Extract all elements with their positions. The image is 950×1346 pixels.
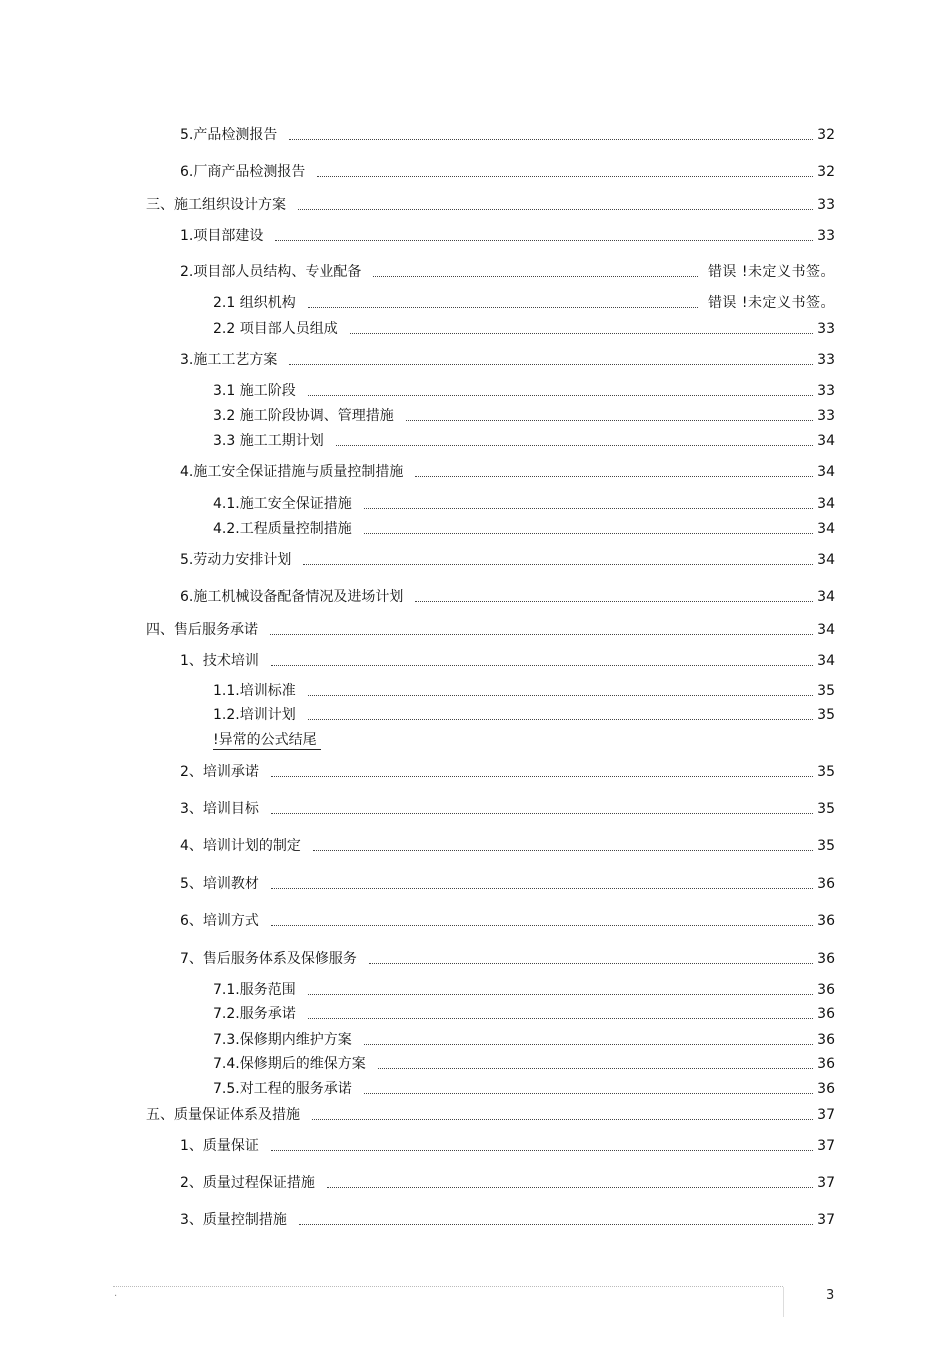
- toc-leader-dots: [308, 994, 813, 995]
- toc-leader-dots: [289, 139, 813, 140]
- toc-line-4-7-4[interactable]: [213, 1053, 835, 1073]
- toc-page-number: 34: [817, 622, 835, 638]
- toc-line-3-3-2[interactable]: [213, 405, 835, 425]
- toc-leader-dots: [271, 665, 813, 666]
- toc-page-number: 34: [817, 589, 835, 605]
- toc-label: 6.施工机械设备配备情况及进场计划: [180, 589, 404, 605]
- footer-divider: [783, 1287, 784, 1317]
- toc-line-5-3[interactable]: [180, 1209, 835, 1229]
- toc-line-3-3-1[interactable]: [213, 380, 835, 400]
- toc-label: 1.2.培训计划: [213, 707, 296, 723]
- toc-label: 4.施工安全保证措施与质量控制措施: [180, 464, 404, 480]
- toc-label: 2、质量过程保证措施: [180, 1175, 315, 1191]
- toc-page-number: 37: [817, 1138, 835, 1154]
- toc-leader-dots: [364, 1093, 813, 1094]
- toc-leader-dots: [271, 888, 813, 889]
- toc-leader-dots: [350, 333, 813, 334]
- toc-leader-dots: [289, 364, 813, 365]
- toc-leader-dots: [271, 776, 813, 777]
- toc-page-number: 34: [817, 464, 835, 480]
- toc-line-3-4-2[interactable]: [213, 518, 835, 538]
- toc-line-4-1-2[interactable]: [213, 704, 835, 724]
- formula-error-text: !异常的公式结尾: [213, 731, 321, 750]
- toc-line-4-6[interactable]: [180, 910, 835, 930]
- toc-label: 1、技术培训: [180, 653, 259, 669]
- toc-leader-dots: [364, 508, 813, 509]
- toc-page-number: 35: [817, 707, 835, 723]
- footer-rule: [113, 1286, 783, 1287]
- toc-label: 3.3 施工工期计划: [213, 433, 324, 449]
- toc-page-number: 36: [817, 876, 835, 892]
- toc-label: 4.2.工程质量控制措施: [213, 521, 352, 537]
- toc-page-number: 33: [817, 352, 835, 368]
- toc-leader-dots: [308, 695, 813, 696]
- toc-label: 三、施工组织设计方案: [146, 197, 286, 213]
- toc-line-3-2[interactable]: [180, 261, 835, 281]
- toc-line-4-7[interactable]: [180, 948, 835, 968]
- toc-line-4-4[interactable]: [180, 835, 835, 855]
- toc-line-section-4[interactable]: [146, 619, 835, 639]
- toc-label: 7、售后服务体系及保修服务: [180, 951, 357, 967]
- toc-page-number: 36: [817, 982, 835, 998]
- toc-leader-dots: [312, 1119, 813, 1120]
- toc-page-number: 37: [817, 1175, 835, 1191]
- toc-leader-dots: [336, 445, 813, 446]
- toc-line-section-5[interactable]: [146, 1104, 835, 1124]
- toc-page-number: 37: [817, 1212, 835, 1228]
- toc-leader-dots: [308, 395, 813, 396]
- toc-label: 2.1 组织机构: [213, 295, 296, 311]
- toc-label: 3、质量控制措施: [180, 1212, 287, 1228]
- toc-line-4-7-2[interactable]: [213, 1003, 835, 1023]
- toc-page-number: 35: [817, 838, 835, 854]
- toc-page-number: 35: [817, 801, 835, 817]
- toc-label: 四、售后服务承诺: [146, 622, 258, 638]
- toc-label: 5、培训教材: [180, 876, 259, 892]
- toc-page-error: 错误 !未定义书签。: [707, 295, 835, 311]
- toc-label: 2、培训承诺: [180, 764, 259, 780]
- toc-page-number: 33: [817, 228, 835, 244]
- toc-leader-dots: [313, 850, 813, 851]
- toc-label: 4.1.施工安全保证措施: [213, 496, 352, 512]
- toc-label: 3.施工工艺方案: [180, 352, 278, 368]
- toc-label: 3、培训目标: [180, 801, 259, 817]
- toc-leader-dots: [308, 719, 813, 720]
- toc-leader-dots: [378, 1068, 813, 1069]
- toc-page-error: 错误 !未定义书签。: [707, 264, 835, 280]
- footer-mark: ·: [114, 1291, 118, 1302]
- toc-page-number: 32: [817, 164, 835, 180]
- toc-line-6-vendor-report[interactable]: [180, 161, 835, 181]
- toc-line-3-4[interactable]: [180, 461, 835, 481]
- toc-page-number: 34: [817, 496, 835, 512]
- toc-leader-dots: [271, 1150, 813, 1151]
- toc-line-5-1[interactable]: [180, 1135, 835, 1155]
- toc-label: 5.产品检测报告: [180, 127, 278, 143]
- toc-label: 7.1.服务范围: [213, 982, 296, 998]
- toc-label: 3.2 施工阶段协调、管理措施: [213, 408, 394, 424]
- toc-page-number: 33: [817, 321, 835, 337]
- toc-line-4-2[interactable]: [180, 761, 835, 781]
- toc-leader-dots: [270, 634, 813, 635]
- toc-leader-dots: [317, 176, 813, 177]
- toc-page-number: 33: [817, 408, 835, 424]
- toc-leader-dots: [415, 601, 813, 602]
- toc-line-5-2[interactable]: [180, 1172, 835, 1192]
- toc-label: 6.厂商产品检测报告: [180, 164, 306, 180]
- toc-line-5-product-report[interactable]: [180, 124, 835, 144]
- toc-line-4-3[interactable]: [180, 798, 835, 818]
- toc-label: 7.4.保修期后的维保方案: [213, 1056, 366, 1072]
- toc-label: 1、质量保证: [180, 1138, 259, 1154]
- toc-page-number: 34: [817, 433, 835, 449]
- toc-line-3-2-2[interactable]: [213, 318, 835, 338]
- toc-line-3-4-1[interactable]: [213, 493, 835, 513]
- toc-page-number: 35: [817, 683, 835, 699]
- toc-line-3-2-1[interactable]: [213, 292, 835, 312]
- toc-page-number: 36: [817, 1006, 835, 1022]
- toc-line-4-1[interactable]: [180, 650, 835, 670]
- toc-leader-dots: [415, 476, 813, 477]
- toc-leader-dots: [308, 1018, 813, 1019]
- toc-page-number: 36: [817, 1081, 835, 1097]
- toc-leader-dots: [299, 1224, 813, 1225]
- toc-leader-dots: [275, 240, 813, 241]
- toc-line-4-7-5[interactable]: [213, 1078, 835, 1098]
- toc-page-number: 36: [817, 1056, 835, 1072]
- toc-leader-dots: [364, 1044, 813, 1045]
- toc-page-number: 34: [817, 521, 835, 537]
- toc-line-4-1-1[interactable]: [213, 680, 835, 700]
- toc-label: 五、质量保证体系及措施: [146, 1107, 300, 1123]
- toc-label: 2.项目部人员结构、专业配备: [180, 264, 362, 280]
- toc-leader-dots: [271, 925, 813, 926]
- toc-leader-dots: [373, 276, 698, 277]
- toc-page-number: 37: [817, 1107, 835, 1123]
- toc-page-number: 36: [817, 1032, 835, 1048]
- toc-page-number: 33: [817, 383, 835, 399]
- toc-line-3-5[interactable]: [180, 549, 835, 569]
- toc-page-number: 36: [817, 951, 835, 967]
- toc-line-4-7-3[interactable]: [213, 1029, 835, 1049]
- toc-line-4-7-1[interactable]: [213, 979, 835, 999]
- toc-label: 6、培训方式: [180, 913, 259, 929]
- toc-page-number: 34: [817, 552, 835, 568]
- toc-label: 2.2 项目部人员组成: [213, 321, 338, 337]
- toc-leader-dots: [406, 420, 813, 421]
- toc-page-number: 36: [817, 913, 835, 929]
- toc-leader-dots: [298, 209, 813, 210]
- toc-page-number: 35: [817, 764, 835, 780]
- toc-label: 7.2.服务承诺: [213, 1006, 296, 1022]
- toc-page-number: 34: [817, 653, 835, 669]
- toc-line-3-6[interactable]: [180, 586, 835, 606]
- toc-leader-dots: [308, 307, 698, 308]
- toc-label: 7.5.对工程的服务承诺: [213, 1081, 352, 1097]
- toc-leader-dots: [369, 963, 813, 964]
- toc-page-number: 32: [817, 127, 835, 143]
- toc-leader-dots: [327, 1187, 813, 1188]
- toc-line-4-5[interactable]: [180, 873, 835, 893]
- toc-label: 1.项目部建设: [180, 228, 264, 244]
- toc-label: 5.劳动力安排计划: [180, 552, 292, 568]
- toc-leader-dots: [271, 813, 813, 814]
- toc-page-number: 33: [817, 197, 835, 213]
- toc-leader-dots: [303, 564, 813, 565]
- page-number: 3: [826, 1288, 835, 1303]
- toc-leader-dots: [364, 533, 813, 534]
- toc-label: 1.1.培训标准: [213, 683, 296, 699]
- toc-line-3-3-3[interactable]: [213, 430, 835, 450]
- toc-label: 7.3.保修期内维护方案: [213, 1032, 352, 1048]
- toc-label: 3.1 施工阶段: [213, 383, 296, 399]
- toc-line-3-3[interactable]: [180, 349, 835, 369]
- toc-line-section-3[interactable]: [146, 194, 835, 214]
- toc-line-3-1[interactable]: [180, 225, 835, 245]
- toc-label: 4、培训计划的制定: [180, 838, 301, 854]
